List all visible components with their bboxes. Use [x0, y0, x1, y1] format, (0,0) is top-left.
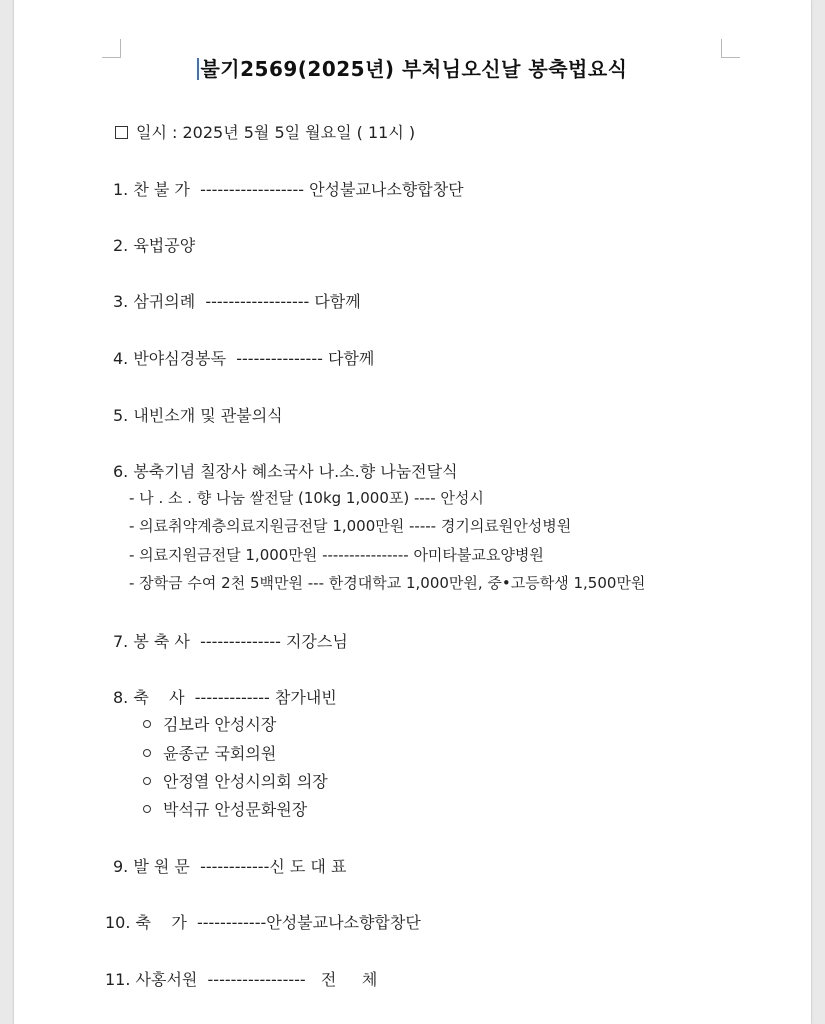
program-item-11: 11. 사홍서원 ----------------- 전 체 [105, 970, 378, 989]
program-item-7: 7. 봉 축 사 -------------- 지강스님 [113, 632, 348, 651]
program-item-3: 3. 삼귀의례 ------------------ 다함께 [113, 292, 361, 311]
program-item-10: 10. 축 가 ------------안성불교나소향합창단 [105, 913, 421, 932]
program-item-9: 9. 발 원 문 ------------신 도 대 표 [113, 857, 347, 876]
program-item-4: 4. 반야심경봉독 --------------- 다함께 [113, 349, 375, 368]
guest-list-item: 김보라 안성시장 [143, 712, 276, 735]
program-item-5: 5. 내빈소개 및 관불의식 [113, 406, 283, 425]
date-line: 일시 : 2025년 5월 5일 월요일 ( 11시 ) [115, 120, 415, 143]
checkbox-icon [115, 126, 128, 139]
program-subitem: - 의료취약계층의료지원금전달 1,000만원 ----- 경기의료원안성병원 [129, 517, 572, 535]
circle-bullet-icon [143, 720, 151, 728]
circle-bullet-icon [143, 749, 151, 757]
circle-bullet-icon [143, 805, 151, 813]
document-page [14, 0, 811, 1024]
guest-list-item: 안정열 안성시의회 의장 [143, 769, 328, 792]
guest-list-item: 윤종군 국회의원 [143, 741, 276, 764]
program-subitem: - 장학금 수여 2천 5백만원 --- 한경대학교 1,000만원, 중•고등학생 1,500만원 [129, 574, 646, 592]
program-item-2: 2. 육법공양 [113, 236, 196, 255]
title-text: 불기2569(2025년) 부처님오신날 봉축법요식 [200, 57, 628, 81]
program-item-1: 1. 찬 불 가 ------------------ 안성불교나소향합창단 [113, 180, 464, 199]
program-subitem: - 의료지원금전달 1,000만원 ---------------- 아미타불교요양병원 [129, 546, 544, 564]
program-item-8: 8. 축 사 ------------- 참가내빈 [113, 688, 337, 707]
guest-list-item: 박석규 안성문화원장 [143, 797, 307, 820]
program-subitem: - 나 . 소 . 향 나눔 쌀전달 (10kg 1,000포) ---- 안성시 [129, 489, 484, 507]
program-item-6: 6. 봉축기념 칠장사 혜소국사 나.소.향 나눔전달식 [113, 462, 458, 481]
document-title[interactable] [14, 53, 811, 82]
circle-bullet-icon [143, 777, 151, 785]
